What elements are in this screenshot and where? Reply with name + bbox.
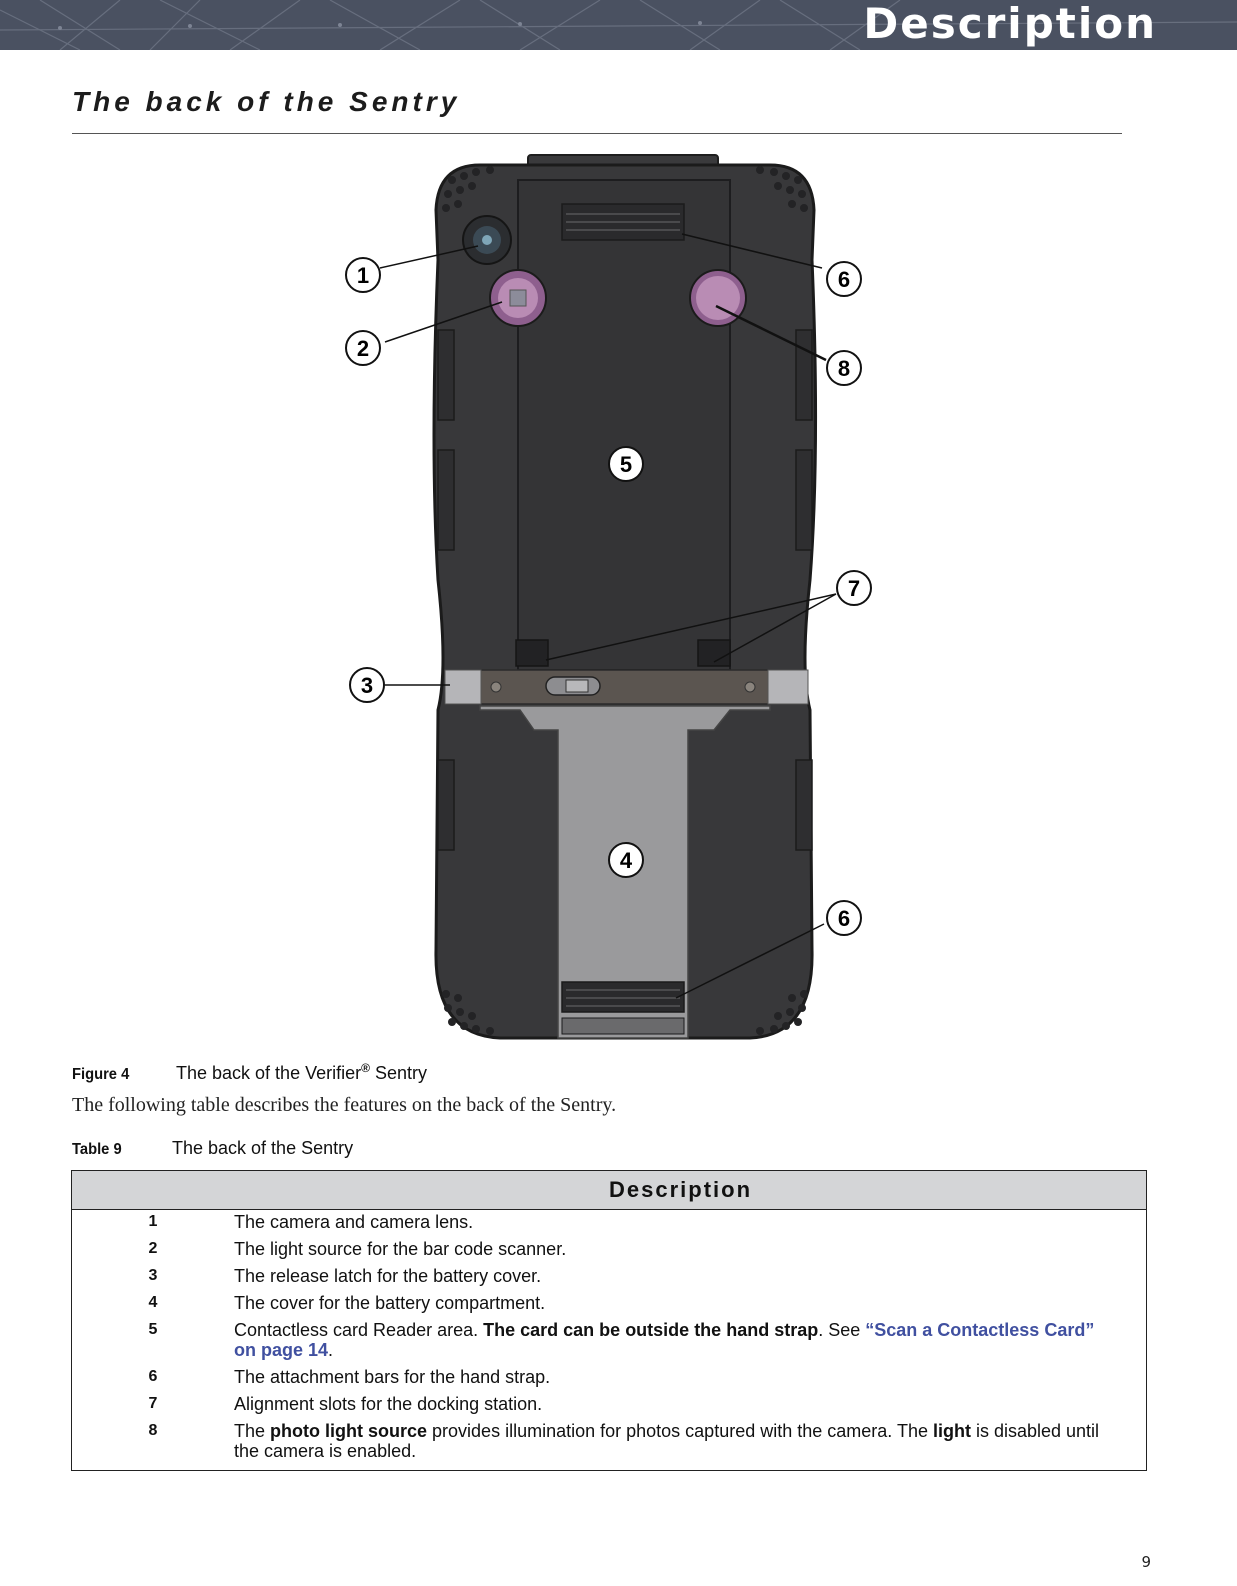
svg-text:4: 4 — [619, 848, 633, 873]
svg-text:2: 2 — [356, 336, 370, 361]
table-row — [72, 1318, 1147, 1365]
callout-6-top — [827, 262, 861, 296]
row-description: Alignment slots for the docking station. — [234, 1394, 543, 1414]
header-banner — [0, 0, 1237, 50]
row-number: 8 — [148, 1422, 158, 1439]
table-row — [72, 1419, 1147, 1471]
svg-text:3: 3 — [360, 673, 374, 698]
table-row — [72, 1291, 1147, 1318]
battery-frame — [518, 180, 730, 670]
svg-text:7: 7 — [847, 576, 861, 601]
table-row — [72, 1365, 1147, 1392]
row-number: 1 — [148, 1213, 158, 1230]
svg-text:6: 6 — [837, 267, 851, 292]
registered-mark: ® — [361, 1061, 370, 1075]
strap-bar-bottom — [562, 982, 684, 1034]
table-row — [72, 1237, 1147, 1264]
row5-bold: The card can be outside the hand strap — [483, 1320, 819, 1340]
section-divider — [72, 133, 1122, 134]
features-table — [71, 1170, 1147, 1471]
row-description: The release latch for the battery cover. — [234, 1266, 542, 1286]
callout-7 — [837, 571, 871, 605]
row-number: 2 — [148, 1240, 158, 1257]
figure-label: Figure 4 — [72, 1066, 130, 1083]
svg-text:8: 8 — [837, 356, 851, 381]
row8-bold-a: photo light source — [270, 1421, 428, 1441]
figure-caption-suffix: Sentry — [369, 1063, 427, 1083]
camera-lens — [463, 216, 511, 264]
table-header-row — [72, 1171, 1147, 1210]
banner-title: Description — [863, 0, 1157, 48]
page-number: 9 — [1141, 1553, 1151, 1571]
callout-3 — [350, 668, 384, 702]
row5-text-b: . See — [818, 1320, 866, 1340]
callout-4 — [609, 843, 643, 877]
intro-paragraph: The following table describes the features on the back of the Sentry. — [72, 1094, 617, 1116]
callout-2 — [346, 331, 380, 365]
figure-caption-text: The back of the Verifier — [176, 1063, 362, 1083]
svg-text:6: 6 — [837, 906, 851, 931]
row-description — [234, 1419, 1147, 1471]
row-number: 3 — [148, 1267, 158, 1284]
row-number: 4 — [148, 1294, 158, 1311]
callout-5 — [609, 447, 643, 481]
section-title: The back of the Sentry — [72, 86, 461, 117]
table-caption-text: The back of the Sentry — [172, 1138, 354, 1158]
callout-1 — [346, 258, 380, 292]
row5-text-c: . — [328, 1340, 334, 1360]
scan-contactless-card-link[interactable]: “Scan a Contactless Card” on page 14 — [234, 1320, 1095, 1360]
row-description: The cover for the battery compartment. — [234, 1293, 546, 1313]
table-header-number — [72, 1171, 235, 1210]
table-label: Table 9 — [72, 1141, 122, 1158]
table-row — [72, 1264, 1147, 1291]
svg-text:5: 5 — [619, 452, 633, 477]
row8-text-a: The — [234, 1421, 271, 1441]
row5-text-a: Contactless card Reader area. — [234, 1320, 484, 1340]
row8-text-c: is disabled until the camera is enabled. — [234, 1421, 1105, 1461]
strap-bar-top — [562, 204, 684, 240]
release-latch — [445, 670, 808, 704]
table-row — [72, 1210, 1147, 1238]
scanner-light — [490, 270, 546, 326]
row8-bold-b: light — [932, 1421, 971, 1441]
callout-6-bottom — [827, 901, 861, 935]
callout-8 — [827, 351, 861, 385]
row-number: 6 — [148, 1368, 158, 1385]
row-number: 7 — [148, 1395, 158, 1412]
table-row — [72, 1392, 1147, 1419]
row-number: 5 — [148, 1321, 158, 1338]
svg-text:1: 1 — [356, 263, 370, 288]
row-description — [234, 1318, 1147, 1365]
device-back-illustration — [330, 150, 900, 1050]
row8-text-b: provides illumination for photos captured with the camera. The — [427, 1421, 933, 1441]
table-header-description: Description — [234, 1171, 1147, 1210]
row-description: The light source for the bar code scanner. — [234, 1239, 567, 1259]
figure-caption — [72, 1061, 427, 1084]
table-caption — [72, 1138, 353, 1159]
row-description: The camera and camera lens. — [234, 1212, 474, 1232]
row-description: The attachment bars for the hand strap. — [234, 1367, 551, 1387]
